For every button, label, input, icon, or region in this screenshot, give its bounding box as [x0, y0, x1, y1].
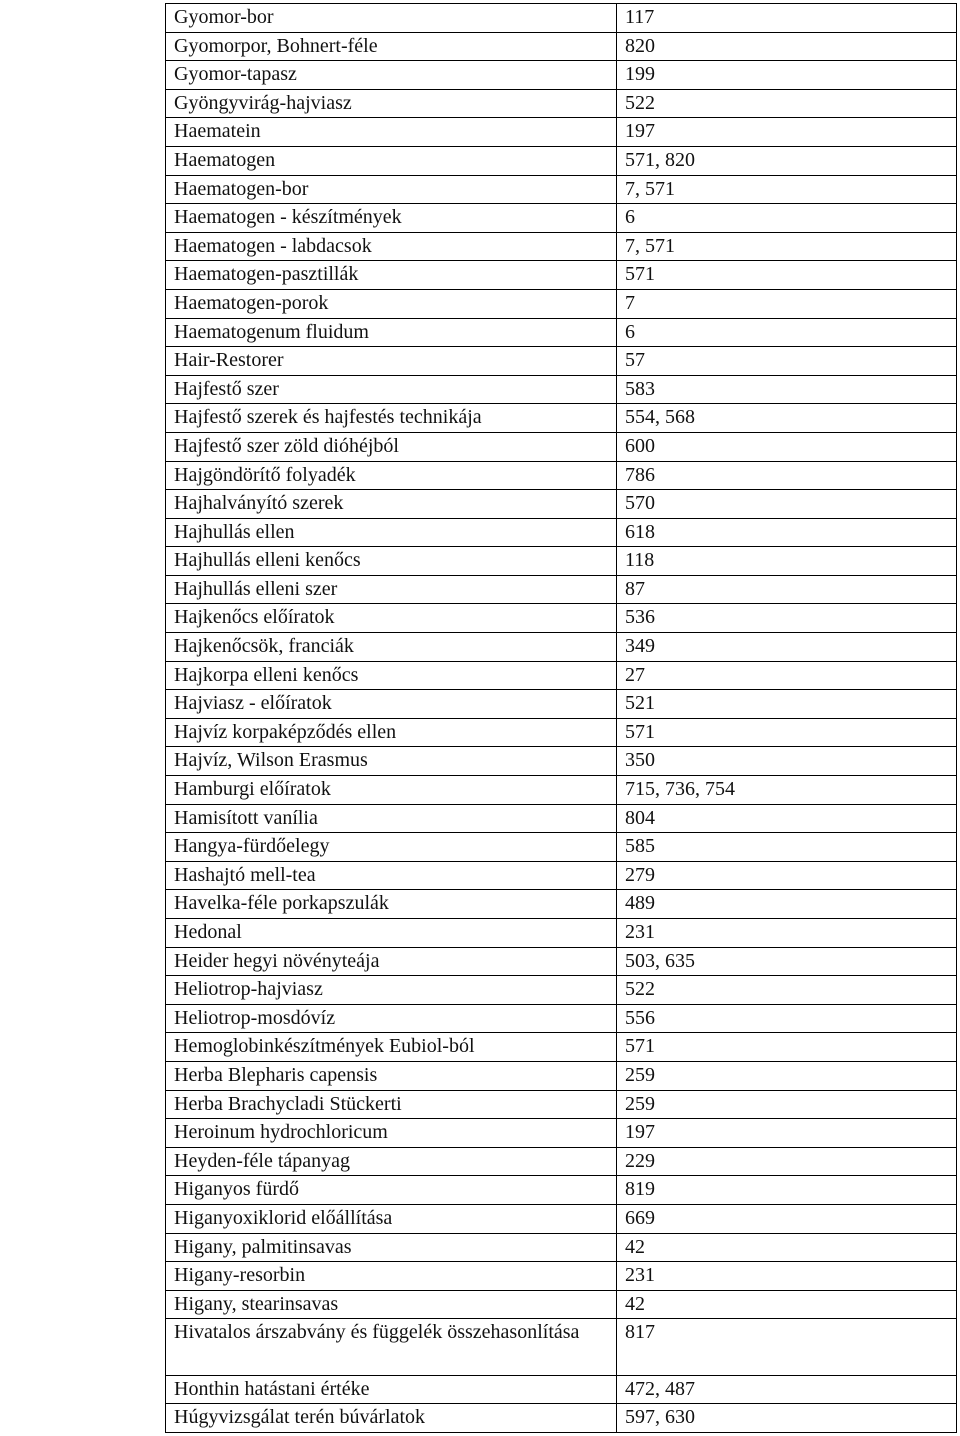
index-term: Hivatalos árszabvány és függelék összehasonlítása [166, 1319, 617, 1375]
index-page-numbers: 571 [617, 1033, 957, 1062]
table-row [166, 1404, 957, 1433]
index-term: Hajkenőcs előíratok [166, 604, 617, 633]
index-term: Higany, stearinsavas [166, 1290, 617, 1319]
index-page-numbers: 522 [617, 89, 957, 118]
table-row [166, 1375, 957, 1404]
table-row [166, 375, 957, 404]
index-term: Hajhullás ellen [166, 518, 617, 547]
table-row [166, 661, 957, 690]
table-row [166, 804, 957, 833]
index-page-numbers: 231 [617, 919, 957, 948]
index-term: Hajkenőcsök, franciák [166, 633, 617, 662]
index-term: Hangya-fürdőelegy [166, 833, 617, 862]
table-row [166, 1176, 957, 1205]
index-term: Hedonal [166, 919, 617, 948]
index-page-numbers: 503, 635 [617, 947, 957, 976]
index-term: Hajgöndörítő folyadék [166, 461, 617, 490]
table-row [166, 690, 957, 719]
index-term: Heyden-féle tápanyag [166, 1147, 617, 1176]
table-row [166, 4, 957, 33]
index-term: Honthin hatástani értéke [166, 1375, 617, 1404]
index-page-numbers: 197 [617, 118, 957, 147]
index-page-numbers: 819 [617, 1176, 957, 1205]
table-row [166, 919, 957, 948]
index-term: Hajhullás elleni szer [166, 575, 617, 604]
index-page-numbers: 118 [617, 547, 957, 576]
table-row [166, 118, 957, 147]
index-term: Hajhullás elleni kenőcs [166, 547, 617, 576]
table-row [166, 61, 957, 90]
index-page-numbers: 259 [617, 1090, 957, 1119]
table-row [166, 1233, 957, 1262]
table-row [166, 633, 957, 662]
index-page-numbers: 571 [617, 718, 957, 747]
index-term: Gyöngyvirág-hajviasz [166, 89, 617, 118]
index-term: Haematogen - labdacsok [166, 232, 617, 261]
index-term: Higany, palmitinsavas [166, 1233, 617, 1262]
table-row [166, 1004, 957, 1033]
index-page-numbers: 536 [617, 604, 957, 633]
index-page-numbers: 7, 571 [617, 175, 957, 204]
index-page-numbers: 197 [617, 1119, 957, 1148]
index-term: Higanyos fürdő [166, 1176, 617, 1205]
index-term: Hajfestő szer [166, 375, 617, 404]
table-row [166, 432, 957, 461]
index-term: Hajhalványító szerek [166, 490, 617, 519]
table-row [166, 861, 957, 890]
index-term: Heliotrop-mosdóvíz [166, 1004, 617, 1033]
index-page-numbers: 231 [617, 1262, 957, 1291]
table-row [166, 1033, 957, 1062]
table-row [166, 146, 957, 175]
index-term: Heroinum hydrochloricum [166, 1119, 617, 1148]
index-term: Higanyoxiklorid előállítása [166, 1204, 617, 1233]
index-term: Heliotrop-hajviasz [166, 976, 617, 1005]
index-page-numbers: 279 [617, 861, 957, 890]
index-page-numbers: 618 [617, 518, 957, 547]
index-page-numbers: 489 [617, 890, 957, 919]
index-term: Haematogen-porok [166, 289, 617, 318]
index-page-numbers: 57 [617, 347, 957, 376]
table-row [166, 318, 957, 347]
index-page-numbers: 6 [617, 204, 957, 233]
table-row [166, 833, 957, 862]
table-row [166, 1204, 957, 1233]
index-page-numbers: 556 [617, 1004, 957, 1033]
index-page-numbers: 597, 630 [617, 1404, 957, 1433]
index-page-numbers: 42 [617, 1233, 957, 1262]
index-term: Haematogen - készítmények [166, 204, 617, 233]
table-row [166, 575, 957, 604]
index-term: Havelka-féle porkapszulák [166, 890, 617, 919]
index-page-numbers: 6 [617, 318, 957, 347]
index-term: Gyomor-tapasz [166, 61, 617, 90]
index-page-numbers: 570 [617, 490, 957, 519]
table-row [166, 1262, 957, 1291]
table-row [166, 204, 957, 233]
index-term: Heider hegyi növényteája [166, 947, 617, 976]
index-table [165, 3, 957, 1433]
index-page-numbers: 715, 736, 754 [617, 776, 957, 805]
table-row [166, 1090, 957, 1119]
index-term: Higany-resorbin [166, 1262, 617, 1291]
index-page-numbers: 786 [617, 461, 957, 490]
index-term: Hajvíz korpaképződés ellen [166, 718, 617, 747]
index-term: Húgyvizsgálat terén búvárlatok [166, 1404, 617, 1433]
index-page-numbers: 199 [617, 61, 957, 90]
index-term: Hajviasz - előíratok [166, 690, 617, 719]
index-term: Hair-Restorer [166, 347, 617, 376]
index-term: Hajfestő szer zöld dióhéjból [166, 432, 617, 461]
table-row [166, 1319, 957, 1375]
index-page-numbers: 42 [617, 1290, 957, 1319]
table-row [166, 604, 957, 633]
table-row [166, 1119, 957, 1148]
index-page-numbers: 583 [617, 375, 957, 404]
index-page-numbers: 571, 820 [617, 146, 957, 175]
index-page-numbers: 7, 571 [617, 232, 957, 261]
index-term: Hamburgi előíratok [166, 776, 617, 805]
table-row [166, 747, 957, 776]
index-term: Hajvíz, Wilson Erasmus [166, 747, 617, 776]
index-table-body [166, 4, 957, 1433]
table-row [166, 261, 957, 290]
table-row [166, 347, 957, 376]
index-page-numbers: 259 [617, 1061, 957, 1090]
index-term: Hashajtó mell-tea [166, 861, 617, 890]
index-page-numbers: 229 [617, 1147, 957, 1176]
table-row [166, 461, 957, 490]
index-term: Haematogen-pasztillák [166, 261, 617, 290]
index-page-numbers: 472, 487 [617, 1375, 957, 1404]
table-row [166, 490, 957, 519]
index-page-numbers: 600 [617, 432, 957, 461]
index-term: Haematogen-bor [166, 175, 617, 204]
index-term: Haematogenum fluidum [166, 318, 617, 347]
index-page-numbers: 117 [617, 4, 957, 33]
index-term: Hajkorpa elleni kenőcs [166, 661, 617, 690]
table-row [166, 1061, 957, 1090]
table-row [166, 404, 957, 433]
index-term: Gyomor-bor [166, 4, 617, 33]
table-row [166, 289, 957, 318]
table-row [166, 1147, 957, 1176]
index-page-numbers: 521 [617, 690, 957, 719]
index-page-numbers: 820 [617, 32, 957, 61]
table-row [166, 175, 957, 204]
index-page-numbers: 350 [617, 747, 957, 776]
table-row [166, 776, 957, 805]
table-row [166, 547, 957, 576]
index-term: Hemoglobinkészítmények Eubiol-ból [166, 1033, 617, 1062]
table-row [166, 32, 957, 61]
index-page-numbers: 349 [617, 633, 957, 662]
index-term: Hamisított vanília [166, 804, 617, 833]
index-term: Gyomorpor, Bohnert-féle [166, 32, 617, 61]
index-page-numbers: 669 [617, 1204, 957, 1233]
index-page-numbers: 87 [617, 575, 957, 604]
table-row [166, 976, 957, 1005]
index-page-numbers: 27 [617, 661, 957, 690]
table-row [166, 518, 957, 547]
table-row [166, 890, 957, 919]
index-page-numbers: 522 [617, 976, 957, 1005]
index-page-numbers: 585 [617, 833, 957, 862]
table-row [166, 947, 957, 976]
index-term: Haematein [166, 118, 617, 147]
index-page-numbers: 571 [617, 261, 957, 290]
index-term: Herba Brachycladi Stückerti [166, 1090, 617, 1119]
index-page-numbers: 554, 568 [617, 404, 957, 433]
index-page-numbers: 804 [617, 804, 957, 833]
index-page-numbers: 7 [617, 289, 957, 318]
table-row [166, 1290, 957, 1319]
index-term: Herba Blepharis capensis [166, 1061, 617, 1090]
table-row [166, 232, 957, 261]
index-page-numbers: 817 [617, 1319, 957, 1375]
index-term: Haematogen [166, 146, 617, 175]
index-term: Hajfestő szerek és hajfestés technikája [166, 404, 617, 433]
table-row [166, 718, 957, 747]
table-row [166, 89, 957, 118]
